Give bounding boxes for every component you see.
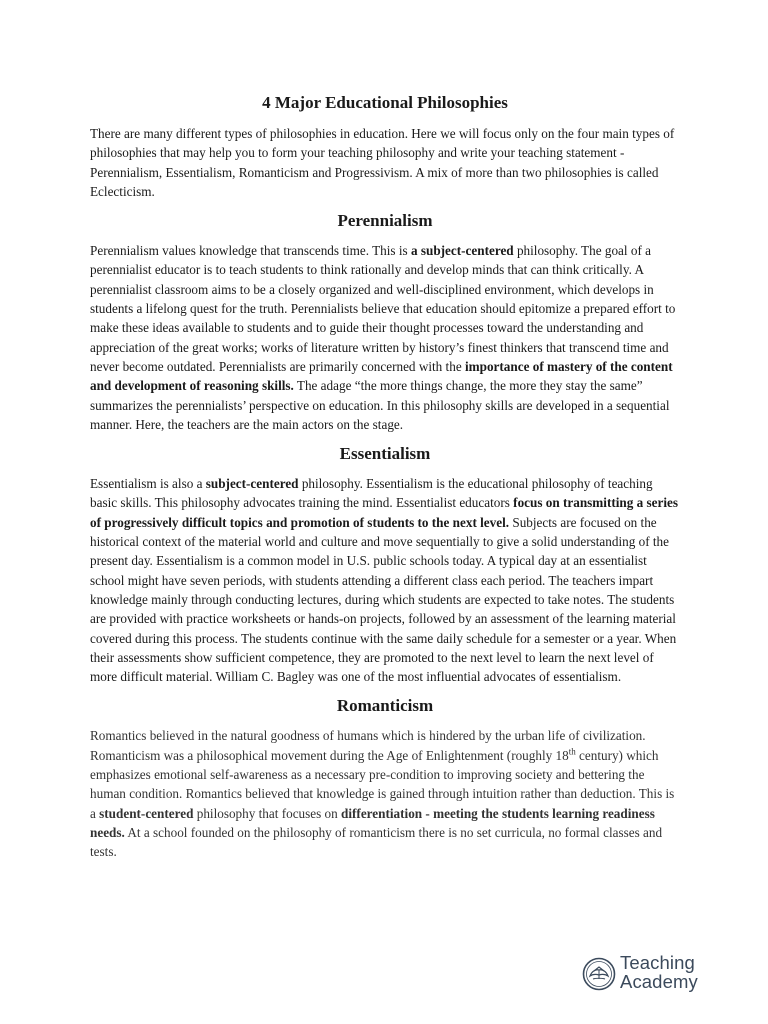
teaching-academy-seal-icon	[582, 957, 616, 991]
text-run: At a school founded on the philosophy of romanticism there is no set curricula, no formal classes and tests.	[90, 824, 663, 860]
bold-run: focus on transmitting a series of progressively difficult topics and promotion of students to the next level.	[90, 495, 679, 530]
romanticism-paragraph	[90, 726, 680, 861]
essentialism-heading: Essentialism	[339, 444, 431, 464]
text-run: Essentialism is also a	[90, 476, 206, 492]
bold-run: student-centered	[99, 805, 194, 821]
perennialism-heading: Perennialism	[337, 211, 433, 231]
text-run: Romantics believed in the natural goodness of humans which is hindered by the urban life of civilization. Romanticism was a philosophical movement during the Age of Enlightenment (roughly 18	[90, 728, 646, 763]
intro-paragraph: There are many different types of philosophies in education. Here we will focus only on the four main types of philosophies that may help you to form your teaching philosophy and write your teaching statement - Perennialism, Essentialism, Romanticism and Progressivism. A mix of more than two philosophies is called Eclecticism.	[90, 126, 675, 199]
text-run: philosophy that focuses on	[193, 805, 342, 821]
text-run: philosophy. Essentialism is the educational philosophy of teaching basic skills. This philosophy advocates training the mind. Essentialist educators	[90, 476, 653, 511]
bold-run: subject-centered	[205, 476, 299, 492]
teaching-academy-logo	[582, 953, 712, 997]
romanticism-heading: Romanticism	[336, 696, 434, 716]
text-run: Subjects are focused on the historical context of the material world and culture and move sequentially to give a solid understanding of the present day. Essentialism is a common model in U.S. public schools today. A typical day at an essentialist school might have seven periods, with students attending a different class each period. The teachers impart knowledge mainly through conducting lectures, during which students are expected to take notes. The students are provided with practice worksheets or hands-on projects, followed by an assessment of the learning material covered during this process. The students continue with the same daily schedule for a semester or a year. When their assessments show sufficient competence, they are promoted to the next level to learn the next level of more difficult material. William C. Bagley was one of the most influential advocates of essentialism.	[90, 514, 677, 685]
logo-line-academy: Academy	[620, 971, 698, 992]
logo-wordmark	[620, 953, 698, 991]
perennialism-paragraph	[90, 241, 680, 434]
logo-line-teaching: Teaching	[620, 952, 695, 973]
text-run: philosophy. The goal of a perennialist educator is to teach students to think rationally and develop minds that can think critically. A perennialist classroom aims to be a closely organized and well-disciplined environment, which develops in students a lifelong quest for the truth. Perennialists believe that education should epitomize a prepared effort to make these ideas available to students and to guide their thought processes toward the understanding and appreciation of the great works; works of literature written by history’s finest thinkers that transcend time and never become outdated. Perennialists are primarily concerned with the	[90, 243, 676, 374]
text-run: century) which emphasizes emotional self-awareness as a necessary pre-condition to improving society and bettering the human condition. Romantics believed that knowledge is gained through intuition rather than deduction. This is a	[90, 747, 675, 821]
text-run: The adage “the more things change, the more they stay the same” summarizes the perennialists’ perspective on education. In this philosophy skills are developed in a sequential manner. Here, the teachers are the main actors on the stage.	[90, 378, 670, 432]
document-title: 4 Major Educational Philosophies	[262, 93, 508, 112]
superscript-run: th	[568, 746, 576, 757]
text-run: Perennialism values knowledge that transcends time. This is	[90, 243, 411, 259]
document-content	[90, 92, 680, 862]
bold-run: differentiation - meeting the students learning readiness needs.	[90, 805, 655, 840]
bold-run: a subject-centered	[410, 243, 514, 259]
essentialism-paragraph	[90, 474, 680, 686]
bold-run: importance of mastery of the content and development of reasoning skills.	[90, 358, 673, 394]
